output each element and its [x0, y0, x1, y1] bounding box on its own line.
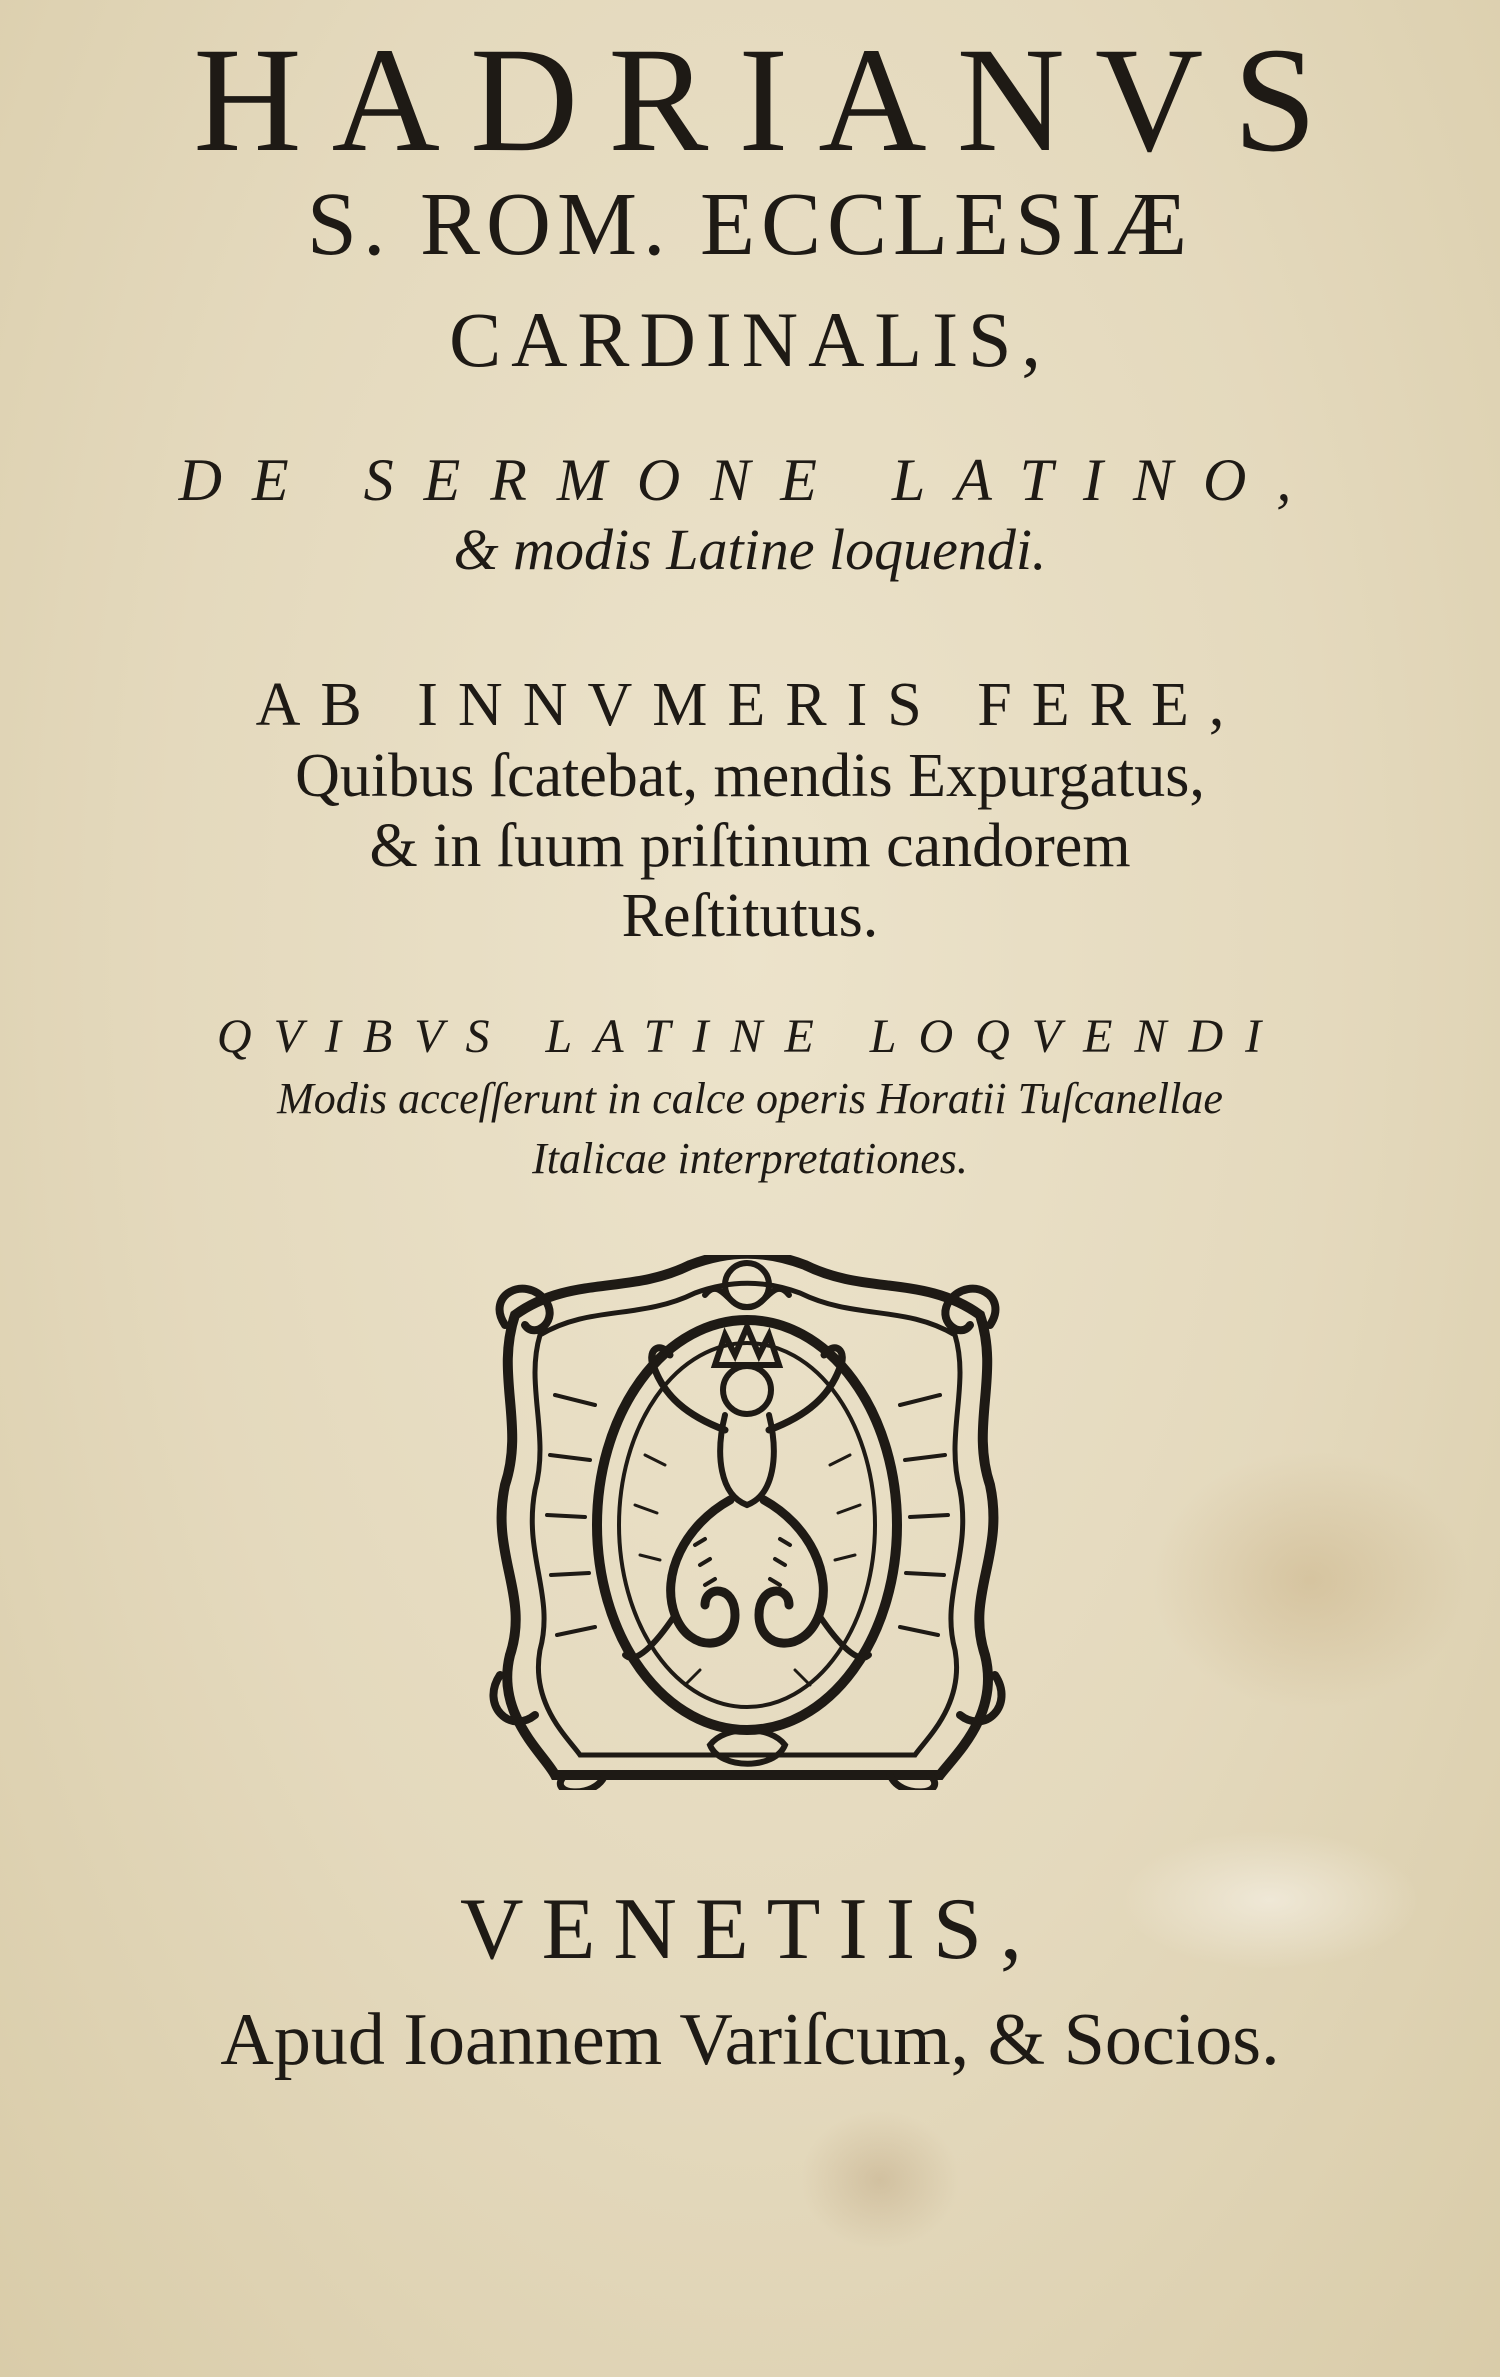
note-line-1: QVIBVS LATINE LOQVENDI — [216, 1010, 1284, 1063]
imprint-city: VENETIIS, — [460, 1881, 1040, 1978]
description-line-1: AB INNVMERIS FERE, — [255, 671, 1245, 739]
subtitle-line-2: & modis Latine loquendi. — [453, 517, 1047, 582]
note-line-3: Italicae interpretationes. — [532, 1134, 968, 1183]
foxing-stain — [800, 2110, 960, 2250]
author-heading: HADRIANVS — [193, 17, 1347, 183]
description-line-2: Quibus ſcatebat, mendis Expurgatus, — [295, 742, 1205, 810]
description-line-4: Reſtitutus. — [621, 882, 879, 950]
note-line-2: Modis acceſſerunt in calce operis Horatii Tuſcanellae — [277, 1074, 1223, 1123]
description-line-3: & in ſuum priſtinum candorem — [369, 812, 1131, 880]
crowned-siren-printers-mark-icon — [485, 1255, 1010, 1790]
title-line-church: S. ROM. ECCLESIÆ — [306, 175, 1194, 274]
title-line-cardinal: CARDINALIS, — [449, 296, 1051, 383]
imprint-printer: Apud Ioannem Variſcum, & Socios. — [220, 1999, 1280, 2081]
subtitle-line-1: DE SERMONE LATINO, — [178, 447, 1322, 513]
foxing-stain — [1150, 1450, 1470, 1710]
